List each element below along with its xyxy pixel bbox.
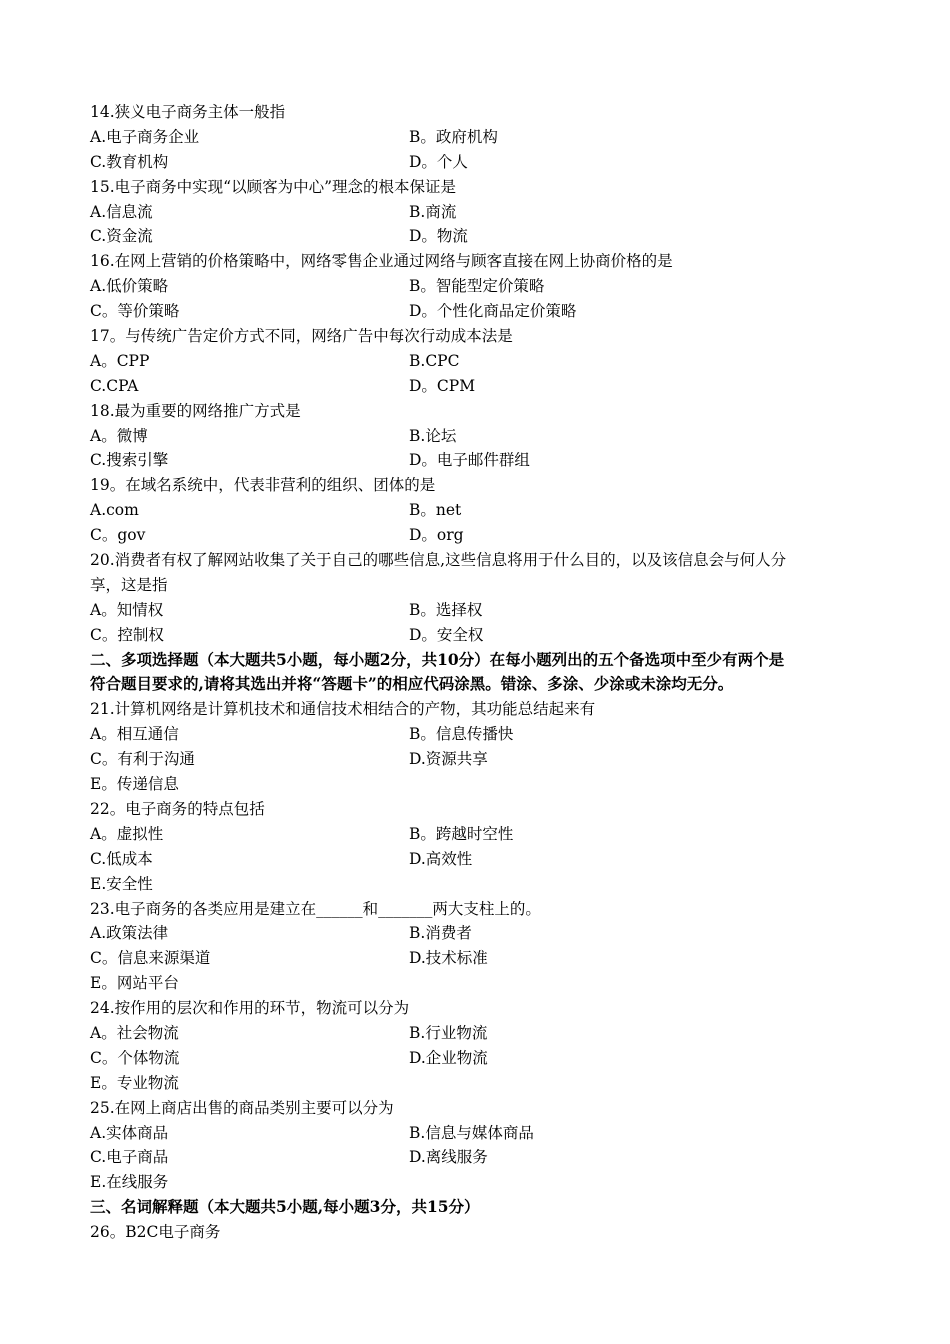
- option-right: D。物流: [409, 227, 468, 246]
- option-row: [90, 424, 870, 449]
- option-right: B.消费者: [409, 924, 472, 943]
- option-left: C。有利于沟通: [90, 750, 195, 769]
- question-text: 21.计算机网络是计算机技术和通信技术相结合的产物，其功能总结起来有: [90, 700, 596, 719]
- option-row: [90, 623, 870, 648]
- option-left: C.资金流: [90, 227, 153, 246]
- option-right: D.离线服务: [409, 1148, 488, 1167]
- question-text: 18.最为重要的网络推广方式是: [90, 401, 301, 420]
- option-left: A。社会物流: [90, 1023, 179, 1042]
- question-text: 19。在域名系统中，代表非营利的组织、团体的是: [90, 476, 436, 495]
- option-right: B。政府机构: [409, 127, 498, 146]
- option-left: A.低价策略: [90, 277, 169, 296]
- option-right: D.企业物流: [409, 1048, 488, 1067]
- option-row: [90, 150, 870, 175]
- option-left: C。控制权: [90, 625, 164, 644]
- option-left: A.实体商品: [90, 1123, 169, 1142]
- option-left: A。CPP: [90, 351, 150, 370]
- option-right: D.高效性: [409, 849, 473, 868]
- option-row: [90, 921, 870, 946]
- option-left: C。个体物流: [90, 1048, 180, 1067]
- option-left: C.搜索引擎: [90, 451, 169, 470]
- option-left: C.电子商品: [90, 1148, 169, 1167]
- question-text: 14.狭义电子商务主体一般指: [90, 103, 286, 121]
- option-left: C。信息来源渠道: [90, 949, 211, 968]
- question-text: 22。电子商务的特点包括: [90, 799, 265, 818]
- option-row: [90, 274, 870, 299]
- option-row: [90, 523, 870, 548]
- question-text: 26。B2C电子商务: [90, 1223, 221, 1242]
- option-right: B.商流: [409, 202, 457, 221]
- option-right: D。org: [409, 526, 464, 545]
- option-right: D。个性化商品定价策略: [409, 302, 577, 321]
- option-left: C.低成本: [90, 849, 153, 868]
- option-right: D.资源共享: [409, 750, 488, 769]
- option-left: C。gov: [90, 526, 146, 545]
- option-row: [90, 598, 870, 623]
- question-text: E。专业物流: [90, 1073, 179, 1092]
- option-left: A。知情权: [90, 600, 164, 619]
- question-text: 20.消费者有权了解网站收集了关于自己的哪些信息,这些信息将用于什么目的，以及该信息会与何人分: [90, 551, 787, 570]
- option-left: C.CPA: [90, 376, 139, 395]
- question-text: E。网站平台: [90, 974, 179, 993]
- option-right: D。安全权: [409, 625, 484, 644]
- option-row: [90, 946, 870, 971]
- option-right: B。跨越时空性: [409, 824, 514, 843]
- question-text: 24.按作用的层次和作用的环节，物流可以分为: [90, 999, 410, 1018]
- option-row: [90, 125, 870, 150]
- option-right: B。信息传播快: [409, 725, 514, 744]
- option-right: B.论坛: [409, 426, 457, 445]
- option-right: D.技术标准: [409, 949, 488, 968]
- option-right: D。CPM: [409, 376, 476, 395]
- question-text: 16.在网上营销的价格策略中，网络零售企业通过网络与顾客直接在网上协商价格的是: [90, 252, 673, 271]
- option-right: D。个人: [409, 152, 468, 171]
- option-row: [90, 1046, 870, 1071]
- option-row: [90, 224, 870, 249]
- option-left: A。相互通信: [90, 725, 179, 744]
- option-right: D。电子邮件群组: [409, 451, 530, 470]
- option-right: B.行业物流: [409, 1023, 488, 1042]
- question-text: 15.电子商务中实现“以顾客为中心”理念的根本保证是: [90, 177, 456, 196]
- question-text: E.在线服务: [90, 1173, 169, 1192]
- option-row: [90, 299, 870, 324]
- option-right: B.CPC: [409, 351, 460, 370]
- option-row: [90, 448, 870, 473]
- question-text: 享，这是指: [90, 575, 168, 594]
- option-row: [90, 1021, 870, 1046]
- option-left: C.教育机构: [90, 152, 169, 171]
- option-right: B。net: [409, 501, 462, 520]
- option-row: [90, 374, 870, 399]
- question-text: 25.在网上商店出售的商品类别主要可以分为: [90, 1098, 394, 1117]
- option-row: [90, 1145, 870, 1170]
- option-left: A.电子商务企业: [90, 127, 200, 146]
- question-text: E.安全性: [90, 874, 153, 893]
- option-row: [90, 722, 870, 747]
- option-right: B.信息与媒体商品: [409, 1123, 534, 1142]
- option-right: B。智能型定价策略: [409, 277, 545, 296]
- exam-content: [90, 100, 870, 1245]
- option-left: A。微博: [90, 426, 148, 445]
- option-row: [90, 498, 870, 523]
- option-row: [90, 822, 870, 847]
- option-right: B。选择权: [409, 600, 483, 619]
- question-text: 17。与传统广告定价方式不同，网络广告中每次行动成本法是: [90, 327, 513, 346]
- option-left: C。等价策略: [90, 302, 180, 321]
- option-row: [90, 847, 870, 872]
- option-row: [90, 747, 870, 772]
- question-text: 23.电子商务的各类应用是建立在______和_______两大支柱上的。: [90, 899, 541, 918]
- section-heading: 符合题目要求的,请将其选出并将“答题卡”的相应代码涂黑。错涂、多涂、少涂或未涂均无分。: [90, 674, 734, 694]
- option-left: A.信息流: [90, 202, 153, 221]
- option-left: A.com: [90, 501, 139, 520]
- option-left: A.政策法律: [90, 924, 169, 943]
- section-heading: 二、多项选择题（本大题共5小题，每小题2分，共10分）在每小题列出的五个备选项中至少有两个是: [90, 649, 785, 669]
- option-left: A。虚拟性: [90, 824, 164, 843]
- option-row: [90, 1121, 870, 1146]
- question-text: E。传递信息: [90, 775, 179, 794]
- option-row: [90, 200, 870, 225]
- option-row: [90, 349, 870, 374]
- section-heading: 三、名词解释题（本大题共5小题,每小题3分，共15分）: [90, 1197, 480, 1217]
